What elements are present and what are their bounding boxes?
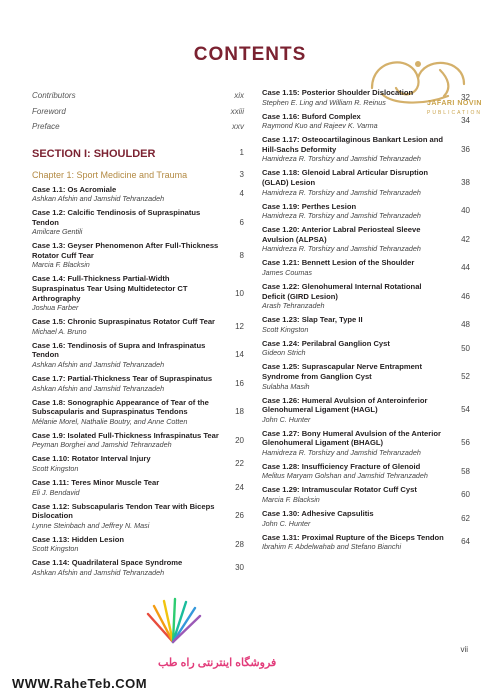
toc-entry[interactable]: [32, 502, 244, 530]
toc-entry[interactable]: [262, 339, 470, 358]
toc-entry[interactable]: [262, 315, 470, 334]
toc-entry-title-text: Geyser Phenomenon After Full-Thickness Rotator Cuff Tear: [32, 241, 219, 260]
toc-entry-page: 26: [235, 511, 244, 521]
toc-entry-author: Ibrahim F. Abdelwahab and Stefano Bianchi: [262, 542, 402, 552]
toc-entry-number: Case 1.30:: [262, 509, 300, 519]
toc-entry-number: Case 1.2:: [32, 208, 66, 218]
toc-entry[interactable]: [32, 454, 244, 473]
toc-entry[interactable]: [262, 202, 470, 221]
toc-entry-title-text: Os Acromiale: [67, 184, 117, 194]
toc-entry-page: 10: [235, 288, 244, 298]
toc-entry-page: 50: [461, 343, 470, 353]
toc-entry[interactable]: [32, 478, 244, 497]
toc-entry-number: Case 1.12:: [32, 501, 70, 511]
toc-entry-title: [262, 258, 446, 268]
toc-entry-number: Case 1.23:: [262, 315, 300, 325]
toc-entry-list-right: [262, 88, 470, 551]
toc-entry-author: Peyman Borghei and Jamshid Tehranzadeh: [32, 440, 172, 450]
toc-entry-page: 42: [461, 234, 470, 244]
toc-entry-title: [32, 454, 220, 464]
toc-entry-title: [32, 317, 220, 327]
toc-entry-page: 56: [461, 438, 470, 448]
toc-entry-page: 38: [461, 177, 470, 187]
toc-entry-title: [32, 341, 220, 360]
toc-entry-author: Hamidreza R. Torshizy and Jamshid Tehranzadeh: [262, 211, 421, 221]
toc-entry-number: Case 1.26:: [262, 395, 300, 405]
watermark-persian: فروشگاه اینترنتی راه طب: [158, 657, 277, 669]
toc-entry-author: John C. Hunter: [262, 518, 311, 528]
page-number: vii: [460, 645, 468, 654]
toc-entry-page: 58: [461, 466, 470, 476]
toc-entry[interactable]: [262, 225, 470, 253]
toc-entry-title-text: Subscapularis Tendon Tear with Biceps Dislocation: [32, 501, 215, 521]
toc-entry-author: Scott Kingston: [32, 464, 79, 473]
section-heading[interactable]: SECTION I: SHOULDER 1: [32, 147, 244, 160]
toc-entry-title-text: Insufficiency Fracture of Glenoid: [301, 461, 421, 471]
toc-entry-title-text: Isolated Full-Thickness Infraspinatus Tear: [67, 430, 219, 440]
toc-entry-author: Ashkan Afshin and Jamshid Tehranzadeh: [32, 194, 165, 204]
toc-entry-title: [32, 374, 220, 384]
toc-entry-title-text: Humeral Avulsion of Anteroinferior Glenohumeral Ligament (HAGL): [262, 395, 428, 415]
toc-entry[interactable]: [32, 208, 244, 236]
toc-entry-number: Case 1.9:: [32, 430, 66, 440]
toc-entry-title: [32, 431, 220, 441]
toc-entry-title-text: Proximal Rupture of the Biceps Tendon: [301, 532, 444, 542]
toc-entry-author: Gideon Strich: [262, 348, 306, 358]
toc-entry-author: Amilcare Gentili: [32, 227, 83, 237]
toc-entry[interactable]: [32, 374, 244, 393]
toc-entry[interactable]: [262, 533, 470, 552]
toc-entry[interactable]: [32, 274, 244, 312]
front-matter-item[interactable]: Preface xxv: [32, 122, 244, 131]
publisher-name: JAFARI NOVIN: [426, 100, 482, 107]
toc-entry-author: Hamidreza R. Torshizy and Jamshid Tehranzadeh: [262, 244, 421, 254]
toc-entry-number: Case 1.5:: [32, 317, 66, 327]
toc-entry-title: [262, 225, 446, 244]
toc-entry-title-text: Chronic Supraspinatus Rotator Cuff Tear: [67, 317, 216, 327]
toc-entry-page: 24: [235, 482, 244, 492]
toc-entry-page: 54: [461, 405, 470, 415]
toc-entry-page: 4: [239, 189, 244, 199]
toc-entry-title-text: Partial-Thickness Tear of Supraspinatus: [67, 374, 213, 384]
toc-entry-number: Case 1.10:: [32, 454, 70, 464]
toc-entry[interactable]: [32, 558, 244, 577]
toc-entry-number: Case 1.31:: [262, 532, 300, 542]
toc-entry-title-text: Teres Minor Muscle Tear: [71, 478, 160, 487]
toc-entry-title-text: Glenoid Labral Articular Disruption (GLAD) Lesion: [262, 168, 428, 187]
toc-entry-number: Case 1.16:: [262, 111, 300, 121]
toc-entry-author: Marcia F. Blacksin: [262, 495, 320, 505]
toc-entry[interactable]: [262, 168, 470, 196]
toc-entry[interactable]: [32, 341, 244, 369]
toc-entry[interactable]: [262, 462, 470, 481]
toc-entry-list-left: [32, 185, 244, 577]
toc-entry-title-text: Rotator Interval Injury: [71, 454, 151, 464]
toc-entry-number: Case 1.8:: [32, 397, 66, 407]
toc-entry-title: [262, 509, 446, 519]
toc-entry-author: Hamidreza R. Torshizy and Jamshid Tehranzadeh: [262, 187, 421, 197]
toc-entry-author: James Coumas: [262, 267, 312, 277]
toc-entry-title-text: Adhesive Capsulitis: [301, 509, 374, 519]
toc-entry-title: [32, 208, 220, 227]
toc-entry-page: 12: [235, 322, 244, 332]
toc-entry-page: 18: [235, 407, 244, 417]
toc-entry-title-text: Perthes Lesion: [301, 201, 357, 211]
toc-entry-title: [32, 185, 220, 195]
toc-entry-title: [262, 533, 446, 543]
toc-entry[interactable]: [32, 185, 244, 204]
toc-right-column: [262, 88, 470, 551]
toc-entry-title-text: Full-Thickness Partial-Width Supraspinatus Tear Using Multidetector CT Arthrography: [32, 274, 188, 303]
toc-entry[interactable]: [32, 398, 244, 426]
toc-entry-number: Case 1.20:: [262, 225, 300, 235]
toc-entry-author: Lynne Steinbach and Jeffrey N. Masi: [32, 520, 150, 530]
toc-entry-title: [262, 462, 446, 472]
toc-entry-title-text: Bony Humeral Avulsion of the Anterior Glenohumeral Ligament (BHAGL): [262, 428, 441, 448]
toc-entry-number: Case 1.13:: [32, 534, 70, 544]
toc-entry-title-text: Intramuscular Rotator Cuff Cyst: [301, 485, 417, 495]
toc-entry-author: Michael A. Bruno: [32, 326, 87, 336]
toc-entry[interactable]: [262, 485, 470, 504]
toc-entry[interactable]: [262, 396, 470, 424]
toc-entry-number: Case 1.1:: [32, 184, 66, 194]
toc-entry[interactable]: [32, 241, 244, 269]
toc-entry-author: John C. Hunter: [262, 414, 311, 424]
toc-entry-number: Case 1.27:: [262, 428, 300, 438]
toc-entry-author: Raymond Kuo and Rajeev K. Varma: [262, 121, 378, 131]
toc-entry-number: Case 1.18:: [262, 168, 300, 178]
toc-entry-number: Case 1.24:: [262, 338, 300, 348]
toc-entry-number: Case 1.7:: [32, 374, 66, 384]
toc-entry-page: 32: [461, 92, 470, 102]
watermark-url: WWW.RaheTeb.COM: [12, 676, 148, 691]
toc-entry[interactable]: [262, 135, 470, 163]
toc-entry[interactable]: [32, 535, 244, 554]
toc-entry[interactable]: [262, 112, 470, 131]
toc-entry-title-text: Osteocartilaginous Bankart Lesion and Hill-Sachs Deformity: [262, 135, 444, 154]
toc-entry-title: [32, 558, 220, 568]
toc-entry-page: 40: [461, 206, 470, 216]
toc-entry-title-text: Sonographic Appearance of Tear of the Subscapularis and Supraspinatus Tendons: [32, 397, 209, 417]
toc-entry-author: Hamidreza R. Torshizy and Jamshid Tehranzadeh: [262, 154, 421, 164]
toc-entry-number: Case 1.28:: [262, 461, 300, 471]
toc-entry-number: Case 1.11:: [32, 478, 70, 487]
toc-entry-title: [262, 88, 446, 98]
toc-entry-page: 6: [239, 217, 244, 227]
toc-entry-author: Ashkan Afshin and Jamshid Tehranzadeh: [32, 360, 165, 370]
toc-entry-title: [32, 502, 220, 521]
toc-entry-author: Scott Kingston: [32, 544, 79, 554]
toc-entry-title: [262, 339, 446, 349]
toc-entry-page: 60: [461, 490, 470, 500]
toc-entry-title: [262, 168, 446, 187]
toc-entry-number: Case 1.6:: [32, 340, 66, 350]
toc-entry-page: 14: [235, 350, 244, 360]
toc-entry[interactable]: [32, 431, 244, 450]
toc-entry-title: [262, 315, 446, 325]
toc-entry-page: 20: [235, 435, 244, 445]
toc-entry-title-text: Glenohumeral Internal Rotational Deficit (GIRD Lesion): [262, 281, 422, 301]
toc-entry-title: [32, 535, 220, 545]
toc-entry-title-text: Posterior Shoulder Dislocation: [301, 88, 414, 97]
toc-entry-title-text: Anterior Labral Periosteal Sleeve Avulsion (ALPSA): [262, 225, 421, 244]
toc-entry-author: Joshua Farber: [32, 303, 79, 313]
toc-entry-number: Case 1.21:: [262, 258, 300, 268]
toc-entry[interactable]: [32, 317, 244, 336]
toc-entry-title: [262, 485, 446, 495]
toc-entry-title-text: Buford Complex: [301, 111, 361, 121]
front-matter-item[interactable]: Contributors xix: [32, 91, 244, 100]
toc-entry-page: 36: [461, 144, 470, 154]
toc-entry-number: Case 1.22:: [262, 281, 300, 291]
toc-entry-author: Hamidreza R. Torshizy and Jamshid Tehranzadeh: [262, 447, 421, 457]
toc-entry-page: 28: [235, 539, 244, 549]
toc-entry-page: 44: [461, 263, 470, 273]
toc-entry[interactable]: [262, 258, 470, 277]
toc-entry-author: Eli J. Bendavid: [32, 487, 80, 497]
chapter-heading[interactable]: Chapter 1: Sport Medicine and Trauma 3: [32, 169, 244, 180]
toc-entry-number: Case 1.14:: [32, 558, 70, 568]
toc-entry-author: Marcia F. Blacksin: [32, 260, 90, 270]
toc-entry-title: [262, 282, 446, 301]
toc-entry-page: 30: [235, 563, 244, 573]
toc-entry-title-text: Bennett Lesion of the Shoulder: [301, 258, 415, 268]
toc-entry-page: 22: [235, 459, 244, 469]
toc-entry-page: 62: [461, 513, 470, 523]
toc-entry-author: Melitus Maryam Golshan and Jamshid Tehranzadeh: [262, 471, 428, 481]
toc-entry-number: Case 1.4:: [32, 274, 66, 284]
toc-entry-page: 64: [461, 537, 470, 547]
toc-entry-author: Arash Tehranzadeh: [262, 301, 325, 311]
toc-entry[interactable]: [262, 88, 470, 107]
toc-entry-title-text: Perilabral Ganglion Cyst: [301, 338, 390, 348]
toc-entry-number: Case 1.25:: [262, 362, 300, 372]
toc-entry-page: 16: [235, 378, 244, 388]
toc-entry-title: [32, 274, 220, 303]
toc-entry[interactable]: [262, 509, 470, 528]
toc-entry-title: [262, 112, 446, 122]
toc-entry[interactable]: [262, 282, 470, 310]
toc-entry-title: [262, 202, 446, 212]
toc-entry-author: Scott Kingston: [262, 324, 309, 334]
toc-entry-number: Case 1.3:: [32, 241, 66, 251]
toc-entry-title: [262, 135, 446, 154]
toc-entry-title: [32, 398, 220, 417]
toc-entry-title: [32, 478, 220, 488]
toc-entry-page: 46: [461, 291, 470, 301]
toc-entry-title-text: Suprascapular Nerve Entrapment Syndrome from Ganglion Cyst: [262, 362, 422, 381]
toc-entry[interactable]: [262, 429, 470, 457]
toc-entry-page: 52: [461, 371, 470, 381]
toc-entry-title-text: Calcific Tendinosis of Supraspinatus Tendon: [32, 208, 201, 227]
publisher-sub: PUBLICATION: [427, 110, 482, 116]
toc-entry-author: Sulabha Masih: [262, 381, 310, 391]
toc-entry-author: Stephen E. Ling and William R. Reinus: [262, 97, 386, 107]
toc-entry-author: Ashkan Afshin and Jamshid Tehranzadeh: [32, 567, 165, 577]
toc-entry-title: [262, 362, 446, 381]
toc-entry-title: [32, 241, 220, 260]
toc-entry-title-text: Tendinosis of Supra and Infraspinatus Tendon: [32, 340, 206, 360]
toc-entry-title-text: Quadrilateral Space Syndrome: [71, 558, 183, 568]
toc-entry-number: Case 1.15:: [262, 88, 300, 97]
front-matter-item[interactable]: Foreword xxiii: [32, 106, 244, 116]
toc-entry-page: 8: [239, 250, 244, 260]
toc-entry-number: Case 1.17:: [262, 135, 300, 145]
toc-entry-number: Case 1.29:: [262, 485, 300, 495]
toc-entry-author: Ashkan Afshin and Jamshid Tehranzadeh: [32, 383, 165, 393]
toc-entry-number: Case 1.19:: [262, 201, 300, 211]
toc-entry[interactable]: [262, 362, 470, 390]
toc-entry-page: 48: [461, 319, 470, 329]
toc-entry-title-text: Hidden Lesion: [71, 534, 125, 544]
toc-entry-title: [262, 429, 446, 448]
toc-left-column: [32, 88, 244, 577]
watermark-fan-icon: [142, 596, 204, 644]
toc-entry-title-text: Slap Tear, Type II: [301, 315, 363, 325]
toc-entry-author: Mélanie Morel, Nathalie Boutry, and Anne Cotten: [32, 416, 188, 426]
toc-entry-page: 34: [461, 116, 470, 126]
toc-entry-title: [262, 396, 446, 415]
page-title: CONTENTS: [193, 44, 307, 65]
